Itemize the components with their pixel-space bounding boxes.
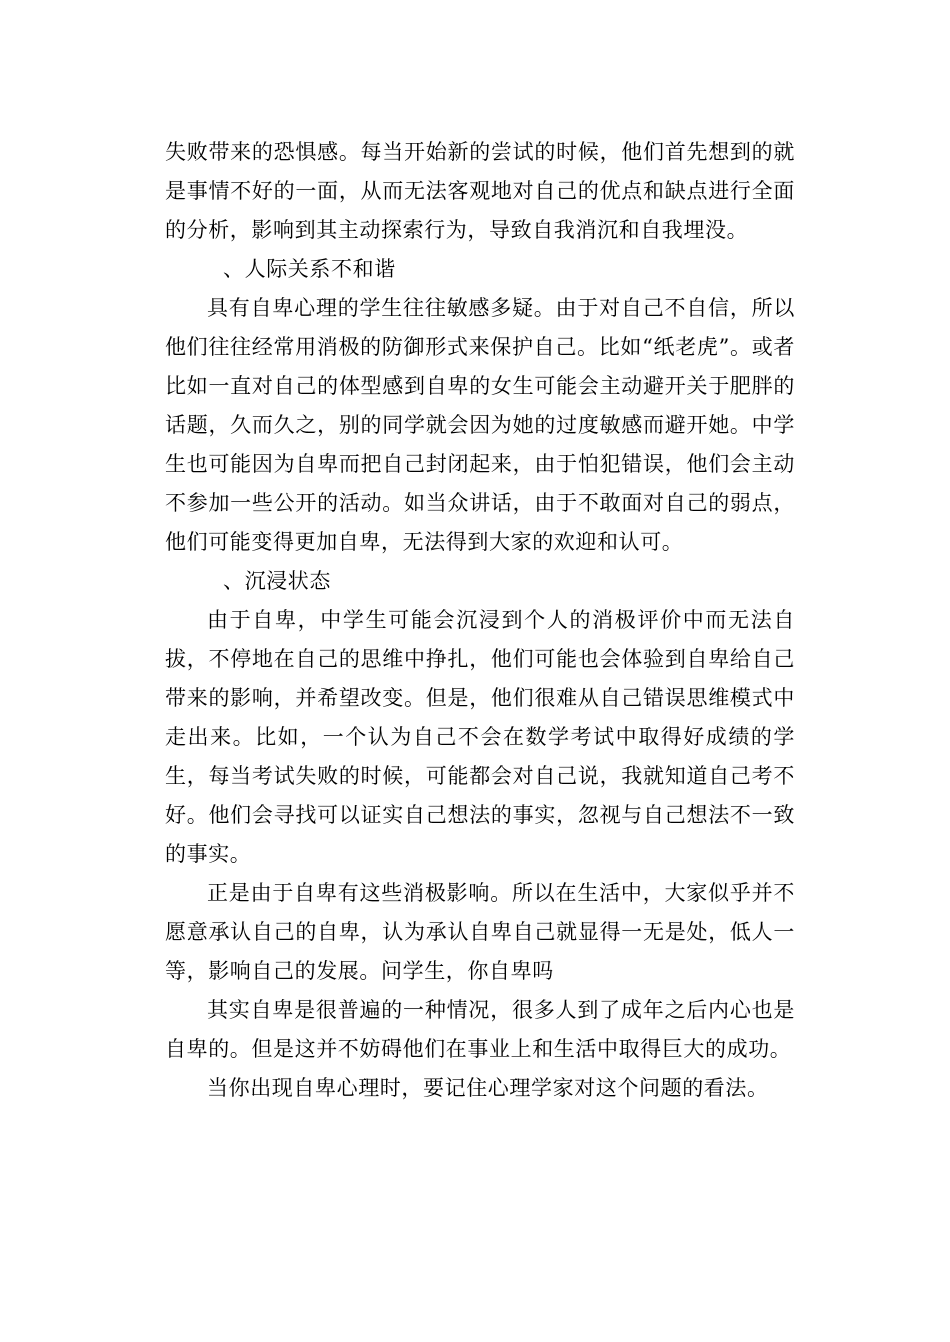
paragraph-psychologist-view: 当你出现自卑心理时，要记住心理学家对这个问题的看法。	[207, 1076, 769, 1100]
section-heading-interpersonal: 、人际关系不和谐	[223, 257, 396, 281]
document-body	[165, 133, 795, 1108]
paragraph-fear-of-failure: 失败带来的恐惧感。每当开始新的尝试的时候，他们首先想到的就是事情不好的一面，从而无法客观地对自己的优点和缺点进行全面的分析，影响到其主动探索行为，导致自我消沉和自我埋没。	[165, 140, 795, 242]
paragraph-negative-effects: 正是由于自卑有这些消极影响。所以在生活中，大家似乎并不愿意承认自己的自卑，认为承认自卑自己就显得一无是处，低人一等，影响自己的发展。问学生，你自卑吗	[165, 881, 795, 983]
paragraph-immersion: 由于自卑，中学生可能会沉浸到个人的消极评价中而无法自拔，不停地在自己的思维中挣扎，他们可能也会体验到自卑给自己带来的影响，并希望改变。但是，他们很难从自己错误思维模式中走出来。比如，一个认为自己不会在数学考试中取得好成绩的学生，每当考试失败的时候，可能都会对自己说，我就知道自己考不好。他们会寻找可以证实自己想法的事实，忽视与自己想法不一致的事实。	[165, 608, 795, 866]
paragraph-common-inferiority: 其实自卑是很普遍的一种情况，很多人到了成年之后内心也是自卑的。但是这并不妨碍他们在事业上和生活中取得巨大的成功。	[165, 998, 795, 1061]
paragraph-interpersonal: 具有自卑心理的学生往往敏感多疑。由于对自己不自信，所以他们往往经常用消极的防御形式来保护自己。比如“纸老虎”。或者比如一直对自己的体型感到自卑的女生可能会主动避开关于肥胖的话题，久而久之，别的同学就会因为她的过度敏感而避开她。中学生也可能因为自卑而把自己封闭起来，由于怕犯错误，他们会主动不参加一些公开的活动。如当众讲话，由于不敢面对自己的弱点，他们可能变得更加自卑，无法得到大家的欢迎和认可。	[165, 296, 795, 554]
section-heading-immersion: 、沉浸状态	[223, 569, 331, 593]
